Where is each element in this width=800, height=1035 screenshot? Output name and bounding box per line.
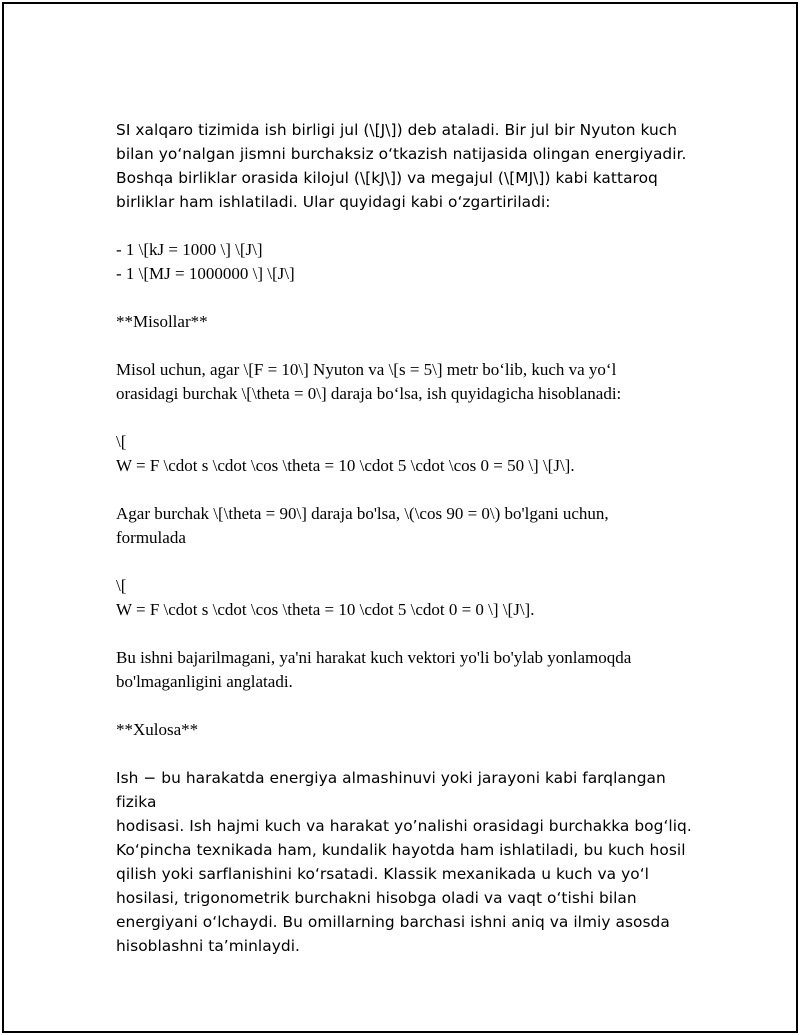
- text-line: Ish − bu harakatda energiya almashinuvi yoki jarayoni kabi farqlangan fizika: [116, 769, 671, 811]
- intro-paragraph: [116, 118, 706, 214]
- text-line: hodisasi. Ish hajmi kuch va harakat yo’nalishi orasidagi burchakka bog‘liq.: [116, 817, 692, 835]
- spacer: [116, 214, 706, 238]
- text-line: Boshqa birliklar orasida kilojul (\[kJ\]) va megajul (\[MJ\]) kabi kattaroq: [116, 169, 658, 187]
- text-line: Agar burchak \[\theta = 90\] daraja bo'lsa, \(\cos 90 = 0\) bo'lgani uchun,: [116, 504, 609, 523]
- text-line: qilish yoki sarflanishini ko‘rsatadi. Klassik mexanikada u kuch va yo‘l: [116, 865, 649, 883]
- text-line: hisoblashni ta’minlaydi.: [116, 937, 300, 955]
- list-item: - 1 \[kJ = 1000 \] \[J\]: [116, 240, 263, 259]
- text-line: bo'lmaganligini anglatadi.: [116, 672, 293, 691]
- text-line: energiyani o‘lchaydi. Bu omillarning barchasi ishni aniq va ilmiy asosda: [116, 913, 670, 931]
- spacer: [116, 286, 706, 310]
- spacer: [116, 742, 706, 766]
- formula-expression: W = F \cdot s \cdot \cos \theta = 10 \cdot 5 \cdot \cos 0 = 50 \] \[J\].: [116, 456, 575, 475]
- angle-paragraph: [116, 502, 706, 550]
- formula-expression: W = F \cdot s \cdot \cos \theta = 10 \cdot 5 \cdot 0 = 0 \] \[J\].: [116, 600, 535, 619]
- formula-open: \[: [116, 432, 127, 451]
- list-item: - 1 \[MJ = 1000000 \] \[J\]: [116, 264, 295, 283]
- conclusion-paragraph: [116, 766, 706, 958]
- text-line: Bu ishni bajarilmagani, ya'ni harakat kuch vektori yo'li bo'ylab yonlamoqda: [116, 648, 632, 667]
- conversion-list: [116, 238, 706, 286]
- spacer: [116, 478, 706, 502]
- document-body: [116, 118, 706, 958]
- text-line: birliklar ham ishlatiladi. Ular quyidagi kabi o‘zgartiriladi:: [116, 193, 551, 211]
- spacer: [116, 406, 706, 430]
- text-line: Ko‘pincha texnikada ham, kundalik hayotda ham ishlatiladi, bu kuch hosil: [116, 841, 686, 859]
- text-line: Misol uchun, agar \[F = 10\] Nyuton va \[s = 5\] metr bo‘lib, kuch va yo‘l: [116, 360, 617, 379]
- spacer: [116, 622, 706, 646]
- text-line: orasidagi burchak \[\theta = 0\] daraja bo‘lsa, ish quyidagicha hisoblanadi:: [116, 384, 622, 403]
- meaning-paragraph: [116, 646, 706, 694]
- formula-block: [116, 430, 706, 478]
- text-line: bilan yo‘nalgan jismni burchaksiz o‘tkazish natijasida olingan energiyadir.: [116, 145, 687, 163]
- formula-open: \[: [116, 576, 127, 595]
- spacer: [116, 550, 706, 574]
- conclusion-heading: **Xulosa**: [116, 720, 199, 739]
- examples-heading: **Misollar**: [116, 312, 208, 331]
- text-line: formulada: [116, 528, 186, 547]
- text-line: hosilasi, trigonometrik burchakni hisobga oladi va vaqt o‘tishi bilan: [116, 889, 637, 907]
- spacer: [116, 334, 706, 358]
- text-line: SI xalqaro tizimida ish birligi jul (\[J\]) deb ataladi. Bir jul bir Nyuton kuch: [116, 121, 678, 139]
- spacer: [116, 694, 706, 718]
- example-paragraph: [116, 358, 706, 406]
- formula-block: [116, 574, 706, 622]
